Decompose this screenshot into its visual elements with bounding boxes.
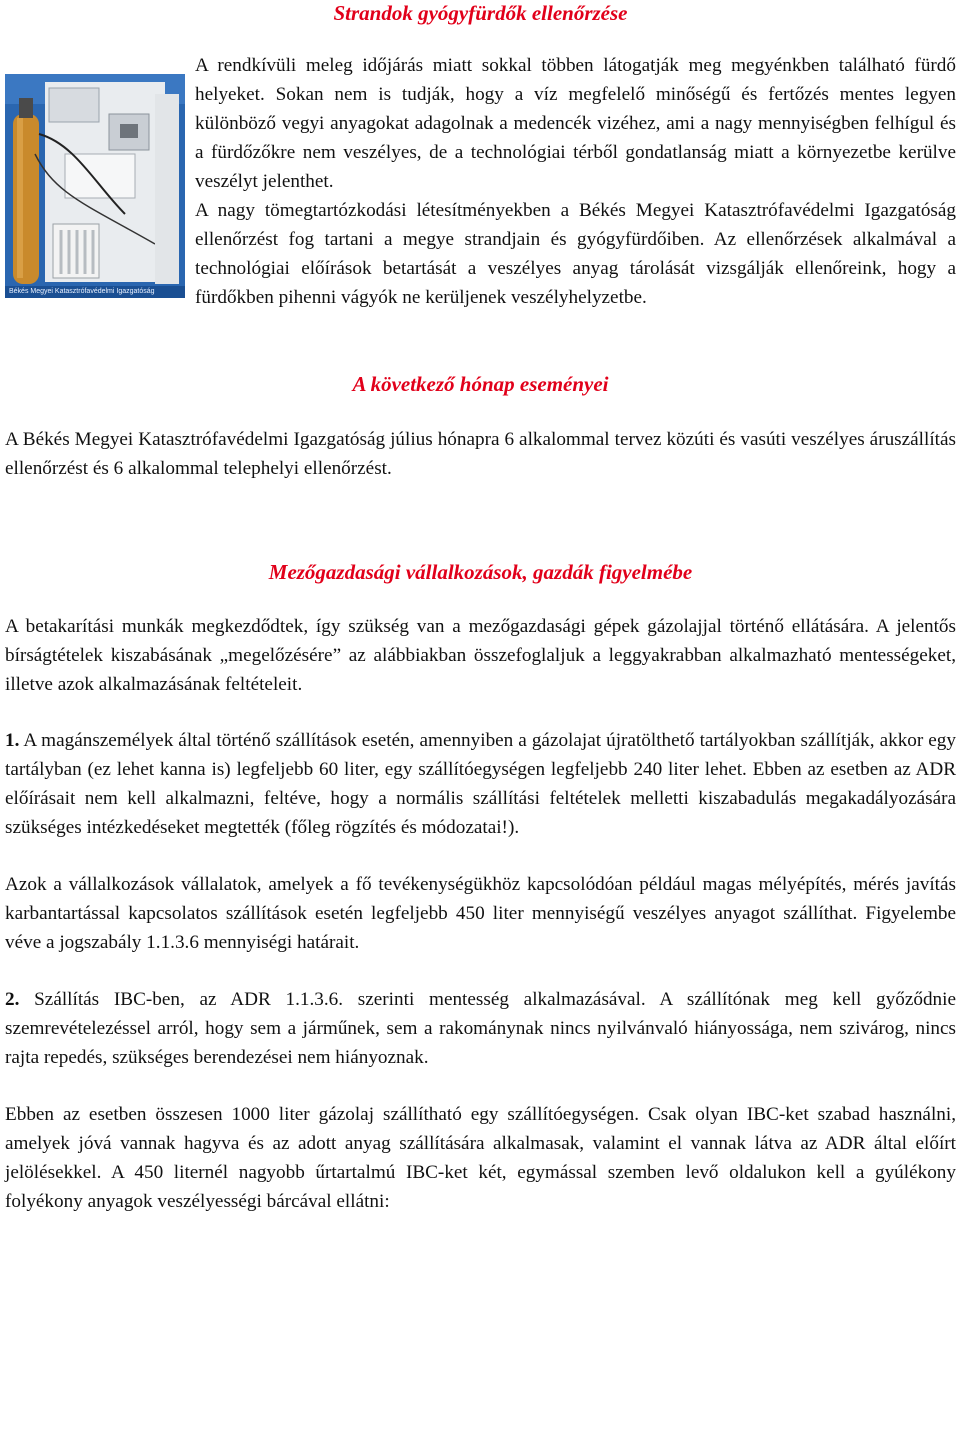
photo-caption: Békés Megyei Katasztrófavédelmi Igazgatóság	[9, 288, 155, 295]
document-page	[5, 0, 956, 1216]
item-2-number: 2.	[5, 989, 20, 1010]
item-1-number: 1.	[5, 730, 20, 751]
pool-technology-room-photo	[5, 74, 185, 298]
paragraph-item-1	[5, 726, 956, 842]
paragraph-pools-2: A nagy tömegtartózkodási létesítményekben a Békés Megyei Katasztrófavédelmi Igazgatóság ellenőrzést fog tartani a megye strandjain és gyógyfürdőiben. Az ellenőrzések alkalmával a technológiai előírások betartását a veszélyes anyag tárolását vizsgálják ellenőreink, hogy a fürdőkben pihenni vágyók ne kerüljenek veszélyhelyzetbe.	[195, 200, 956, 308]
item-2-text: Szállítás IBC-ben, az ADR 1.1.3.6. szerinti mentesség alkalmazásával. A szállítónak meg kell győződnie szemrevételezéssel arról, hogy sem a járműnek, sem a rakománynak nincs nyilvánvaló hiányossága, nem szivárog, nincs rajta repedés, szükséges berendezései nem hiányoznak.	[5, 989, 956, 1068]
paragraph-pools-1: A rendkívüli meleg időjárás miatt sokkal többen látogatják meg megyénkben található fürdő helyeket. Sokan nem is tudják, hogy a víz megfelelő minőségű és fertőzés mentes legyen különböző vegyi anyagokat adagolnak a medencék vizéhez, ami a nagy mennyiségben felhígul és a fürdőzőkre nem veszélyes, de a technológiai térből gondatlanság miatt a környezetbe kerülve veszélyt jelenthet.	[195, 55, 956, 192]
section-heading-pools: Strandok gyógyfürdők ellenőrzése	[333, 1, 628, 25]
photo-illustration	[5, 74, 185, 298]
item-1-text: A magánszemélyek által történő szállítások esetén, amennyiben a gázolajat újratölthető tartályokban szállítják, akkor egy tartályban (ez lehet kanna is) legfeljebb 60 liter, egy szállítóegységen legfeljebb 240 liter lehet. Ebben az esetben az ADR előírásait nem kell alkalmazni, feltéve, hogy a normális szállítási feltételek melletti kiszabadulás megakadályozására szükséges intézkedéseket megtették (főleg rögzítés és módozatai!).	[5, 730, 956, 838]
paragraph-events: A Békés Megyei Katasztrófavédelmi Igazgatóság július hónapra 6 alkalommal tervez közúti és vasúti veszélyes áruszállítás ellenőrzést és 6 alkalommal telephelyi ellenőrzést.	[5, 429, 956, 479]
paragraph-agriculture-intro: A betakarítási munkák megkezdődtek, így szükség van a mezőgazdasági gépek gázolajjal történő ellátására. A jelentős bírságtételek kiszabásának „megelőzésére” az alábbiakban összefoglaljuk a leggyakrabban alkalmazható mentességeket, illetve azok alkalmazásának feltételeit.	[5, 616, 956, 695]
section-heading-agriculture: Mezőgazdasági vállalkozások, gazdák figyelmébe	[268, 560, 693, 584]
paragraph-ibc: Ebben az esetben összesen 1000 liter gázolaj szállítható egy szállítóegységen. Csak olyan IBC-ket szabad használni, amelyek jóvá vannak hagyva és az adott anyag szállítására alkalmasak, valamint el vannak látva az ADR által előírt jelölésekkel. A 450 liternél nagyobb űrtartalmú IBC-ket két, egymással szemben levő oldalukon kell a gyúlékony folyékony anyagok veszélyességi bárcával ellátni:	[5, 1104, 956, 1212]
paragraph-item-2	[5, 985, 956, 1072]
paragraph-companies: Azok a vállalkozások vállalatok, amelyek a fő tevékenységükhöz kapcsolódóan például magas mélyépítés, mérés javítás karbantartással kapcsolatos szállítások esetén legfeljebb 450 liter mennyiségű veszélyes anyagot szállíthat. Figyelembe véve a jogszabály 1.1.3.6 mennyiségi határait.	[5, 874, 956, 953]
section-heading-events: A következő hónap eseményei	[352, 372, 609, 396]
